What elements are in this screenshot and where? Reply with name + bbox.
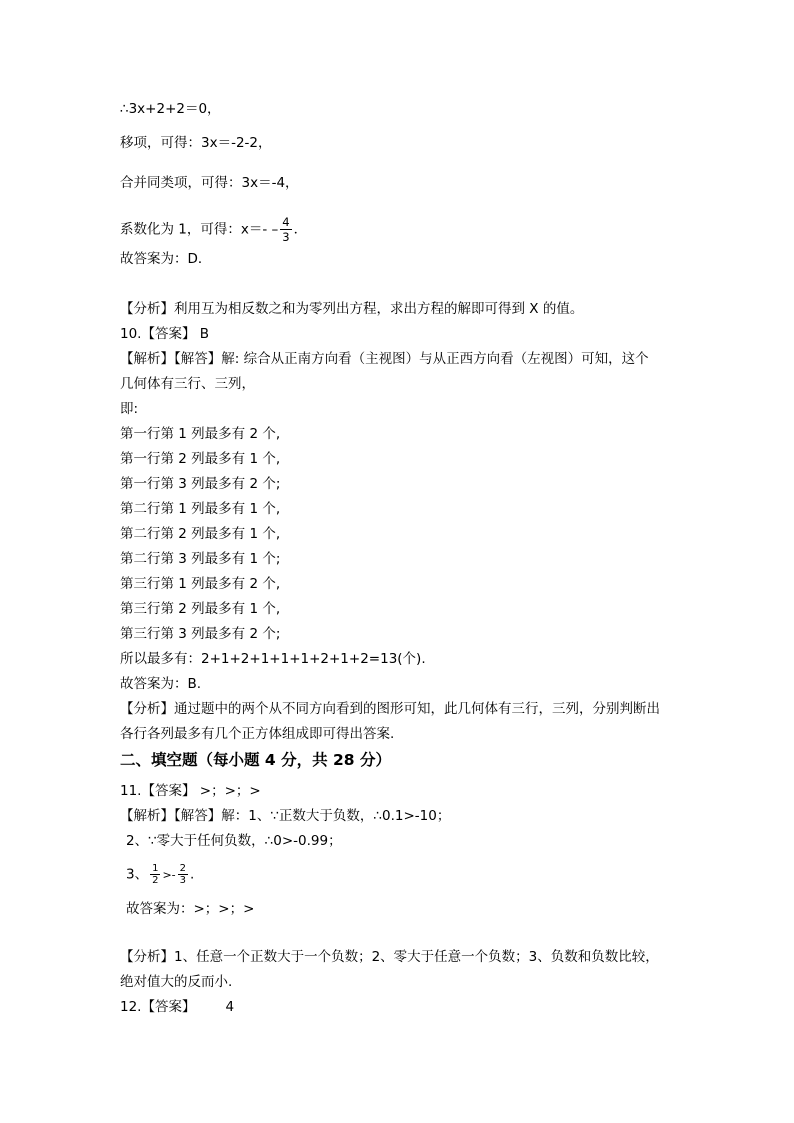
q12-answer: 12.【答案】 4: [120, 999, 235, 1015]
q10-final: 故答案为：B.: [120, 676, 202, 692]
fraction-numerator: 4: [282, 215, 290, 229]
fraction-denominator: 2: [152, 875, 159, 886]
q10-row: 第一行第 2 列最多有 1 个,: [120, 451, 281, 467]
q10-analysis-line: 几何体有三行、三列，: [120, 376, 255, 392]
q10-note-line: 各行各列最多有几个正方体组成即可得出答案.: [120, 726, 395, 742]
q11-line3-prefix: 3、: [126, 866, 149, 883]
q11-note-line: 绝对值大的反而小.: [120, 974, 233, 990]
q10-answer: 10.【答案】 B: [120, 326, 210, 342]
fraction-denominator: 3: [179, 875, 187, 886]
answer-line: 故答案为：D．: [120, 251, 212, 267]
step-equation: ∴3x+2+2＝0，: [120, 101, 221, 117]
fraction-denominator: 3: [282, 230, 290, 244]
q11-line3-suffix: .: [190, 866, 195, 883]
fraction-numerator: 1: [152, 863, 159, 874]
q11-fraction-line: [126, 863, 194, 886]
q10-row: 第二行第 2 列最多有 1 个,: [120, 526, 281, 542]
q11-answer: 11.【答案】 >；>；>: [120, 783, 261, 799]
q10-row: 第三行第 2 列最多有 1 个,: [120, 601, 281, 617]
q10-analysis-line: 【解析】【解答】解: 综合从正南方向看（主视图）与从正西方向看（左视图）可知，这个: [120, 351, 649, 367]
q11-analysis-line: 【解析】【解答】解：1、∵正数大于负数，∴0.1>-10；: [120, 808, 451, 824]
analysis-note: 【分析】利用互为相反数之和为零列出方程，求出方程的解即可得到 X 的值。: [120, 301, 584, 317]
fraction: [150, 863, 160, 886]
greater-than-sign: >-: [162, 868, 176, 882]
q10-row: 第三行第 3 列最多有 2 个;: [120, 626, 281, 642]
q11-note-line: 【分析】1、任意一个正数大于一个负数；2、零大于任意一个负数；3、负数和负数比较，: [120, 949, 659, 965]
section-title: 二、填空题（每小题 4 分，共 28 分）: [120, 751, 391, 769]
q10-row: 第一行第 3 列最多有 2 个;: [120, 476, 281, 492]
step-coefficient: [120, 215, 307, 244]
step-combine-terms: 合并同类项，可得：3x＝-4，: [120, 175, 299, 191]
q11-analysis-line: 2、∵零大于任何负数，∴0>-0.99；: [126, 833, 342, 849]
q10-analysis-line: 即:: [120, 401, 139, 417]
step-coefficient-prefix: 系数化为 1，可得：x＝- –: [120, 221, 279, 238]
q10-total: 所以最多有：2+1+2+1+1+1+2+1+2=13(个).: [120, 651, 426, 667]
q10-row: 第一行第 1 列最多有 2 个,: [120, 426, 281, 442]
step-move-terms: 移项，可得：3x＝-2-2，: [120, 135, 272, 151]
q11-final: 故答案为：>；>；>: [126, 901, 255, 917]
step-coefficient-suffix: ．: [293, 221, 308, 238]
fraction: [280, 215, 291, 244]
fraction: [178, 863, 188, 886]
q10-note-line: 【分析】通过题中的两个从不同方向看到的图形可知，此几何体有三行，三列，分别判断出: [120, 701, 660, 717]
q10-row: 第二行第 3 列最多有 1 个;: [120, 551, 281, 567]
q10-row: 第二行第 1 列最多有 1 个,: [120, 501, 281, 517]
fraction-numerator: 2: [179, 863, 187, 874]
q10-row: 第三行第 1 列最多有 2 个,: [120, 576, 281, 592]
